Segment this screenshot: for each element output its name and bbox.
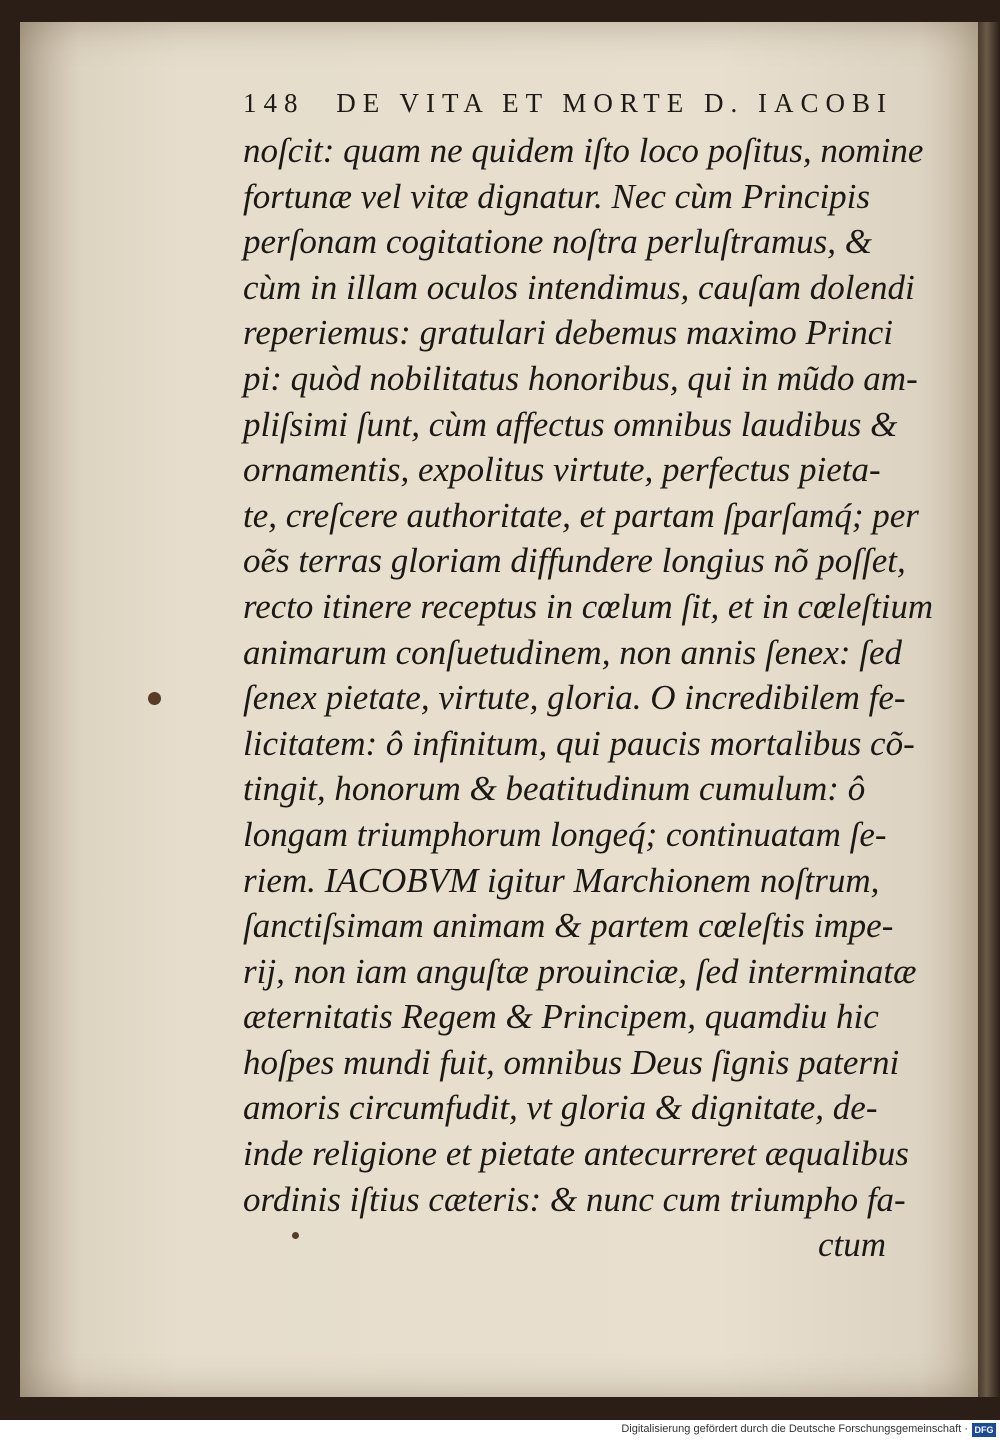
running-head	[243, 88, 923, 124]
text-line: fortunæ vel vitæ dignatur. Nec cùm Principis	[243, 176, 871, 216]
text-line: te, creſcere authoritate, et partam ſparſamq́; per	[243, 495, 919, 535]
text-line: ſenex pietate, virtute, gloria. O incredibilem fe-	[243, 678, 906, 718]
page-number: 148	[243, 88, 305, 118]
text-line: ordinis iſtius cæteris: & nunc cum triumpho fa-	[243, 1179, 906, 1219]
running-title: DE VITA ET MORTE D. IACOBI	[336, 88, 893, 118]
text-line: cùm in illam oculos intendimus, cauſam dolendi	[243, 267, 915, 307]
text-line: animarum conſuetudinem, non annis ſenex: ſed	[243, 632, 903, 672]
ink-spot	[148, 692, 161, 705]
text-line: amoris circumfudit, vt gloria & dignitate, de-	[243, 1088, 878, 1128]
text-line: licitatem: ô infinitum, qui paucis mortalibus cõ-	[243, 723, 915, 763]
body-text	[243, 128, 933, 1268]
text-line: pliſsimi ſunt, cùm affectus omnibus laudibus &	[243, 404, 898, 444]
text-line: tingit, honorum & beatitudinum cumulum: ô	[243, 769, 866, 809]
funding-notice: Digitalisierung gefördert durch die Deutsche Forschungsgemeinschaft ·	[621, 1423, 968, 1435]
text-line: hoſpes mundi fuit, omnibus Deus ſignis paterni	[243, 1042, 900, 1082]
text-line: æternitatis Regem & Principem, quamdiu hic	[243, 997, 879, 1037]
text-line: pi: quòd nobilitatus honoribus, qui in mũdo am-	[243, 358, 918, 398]
text-line: inde religione et pietate antecurreret æqualibus	[243, 1134, 909, 1174]
text-line: ornamentis, expolitus virtute, perfectus pieta-	[243, 450, 881, 490]
text-line: recto itinere receptus in cœlum ſit, et in cœleſtium	[243, 586, 934, 626]
catchword: ctum	[818, 1225, 887, 1265]
text-line: rij, non iam anguſtæ prouinciæ, ſed interminatæ	[243, 951, 917, 991]
text-line: noſcit: quam ne quidem iſto loco poſitus, nomine	[243, 131, 924, 170]
text-line: perſonam cogitatione noſtra perluſtramus, &	[243, 222, 873, 262]
book-gutter	[978, 22, 1000, 1397]
text-line: ſanctiſsimam animam & partem cœleſtis impe-	[243, 906, 894, 946]
text-line: reperiemus: gratulari debemus maximo Princi	[243, 313, 893, 353]
text-line: longam triumphorum longeq́; continuatam ſe-	[243, 814, 887, 854]
text-line: oẽs terras gloriam diffundere longius nõ poſſet,	[243, 541, 906, 581]
text-line: riem. IACOBVM igitur Marchionem noſtrum,	[243, 860, 880, 900]
footer-bar	[0, 1420, 1000, 1442]
dfg-logo: DFG	[972, 1423, 996, 1437]
